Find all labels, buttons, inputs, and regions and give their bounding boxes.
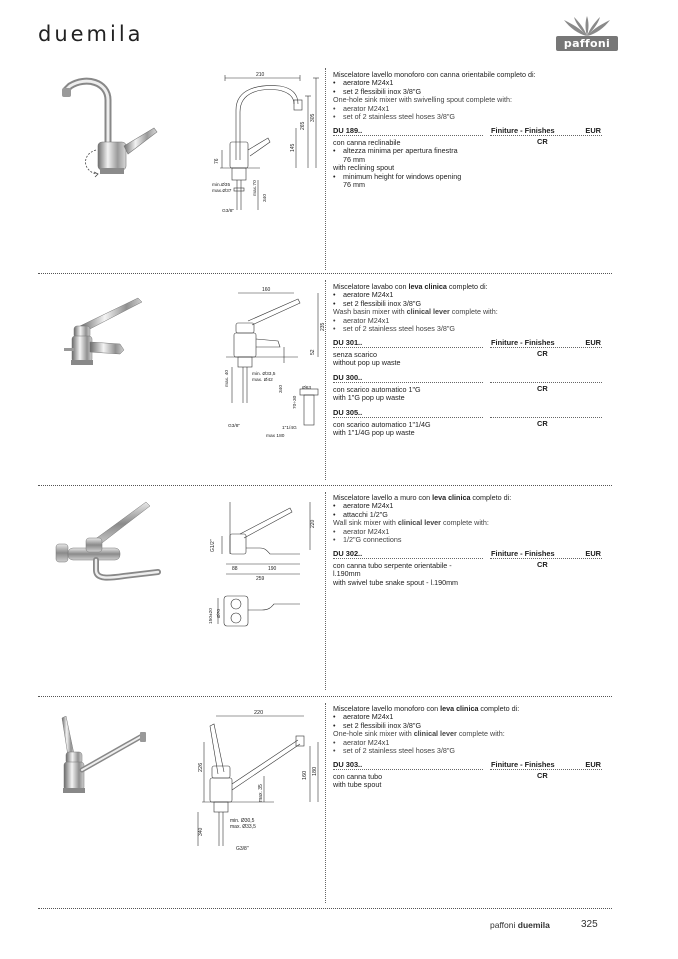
description-line: with reclining spout xyxy=(333,163,395,173)
section-divider xyxy=(38,908,612,909)
dim-height: 220 xyxy=(310,519,316,528)
description-line: • set 2 flessibili inox 3/8"G xyxy=(333,88,605,96)
description-line: • aeratore M24x1 xyxy=(333,79,605,87)
finishes-label: Finiture - Finishes xyxy=(491,126,555,135)
description-line: con scarico automatico 1"G xyxy=(333,385,421,394)
dim-hose-length: 340 xyxy=(279,384,284,393)
dim-height-1: 305 xyxy=(310,113,316,122)
description-line: • set of 2 stainless steel hoses 3/8"G xyxy=(333,113,605,121)
variant-description xyxy=(333,421,483,438)
dim-diameter: Ø70 xyxy=(217,608,222,618)
description-line: senza scarico xyxy=(333,350,377,359)
description-line: One-hole sink mixer with clinical lever complete with: xyxy=(333,729,505,739)
variant-description xyxy=(333,773,483,790)
dim-min: min. Ø30,5 xyxy=(230,818,255,824)
description-line: Wall sink mixer with clinical lever complete with: xyxy=(333,518,489,528)
description-line: • aerator M24x1 xyxy=(333,528,605,536)
product-description xyxy=(333,705,605,755)
dim-width-2: 190 xyxy=(268,566,277,572)
description-line: with tube spout xyxy=(333,780,382,790)
dim-connection: G3/8" xyxy=(236,846,249,852)
finish-value: CR xyxy=(537,771,548,780)
variant-description xyxy=(333,351,483,368)
description-line: • altezza minima per apertura finestra xyxy=(333,147,483,155)
description-line: Miscelatore lavello a muro con leva clinica completo di: xyxy=(333,493,512,502)
dim-max-35: max. 35 xyxy=(258,784,264,802)
dim-width-3: 259 xyxy=(256,576,265,582)
description-line: • aerator M24x1 xyxy=(333,317,605,325)
description-line: One-hole sink mixer with swivelling spout complete with: xyxy=(333,95,512,105)
description-line: • set 2 flessibili inox 3/8"G xyxy=(333,300,605,308)
description-line: • set of 2 stainless steel hoses 3/8"G xyxy=(333,325,605,333)
dim-max: max. Ø42 xyxy=(252,378,273,383)
description-line: without pop up waste xyxy=(333,358,401,368)
dim-height-3: 145 xyxy=(290,143,296,152)
description-line: with 1"1/4G pop up waste xyxy=(333,428,415,438)
dim-max-180: max 180 xyxy=(266,434,285,439)
dim-width: 160 xyxy=(262,287,271,293)
finish-value: CR xyxy=(537,384,548,393)
finish-value: CR xyxy=(537,349,548,358)
description-line: with swivel tube snake spout - l.190mm xyxy=(333,577,459,587)
section-divider xyxy=(38,696,612,697)
dim-max: max. Ø33,5 xyxy=(230,824,256,830)
faucet-photo-swivel-spout xyxy=(56,70,166,185)
finish-value: CR xyxy=(537,137,548,146)
eur-label: EUR xyxy=(585,760,601,769)
footer-brand xyxy=(490,920,550,930)
finish-value: CR xyxy=(537,560,548,569)
dim-height-2: 265 xyxy=(300,121,306,130)
dim-width: 210 xyxy=(256,72,265,78)
product-code: DU 301.. xyxy=(333,338,363,347)
faucet-photo-clinical-lever xyxy=(60,296,150,376)
section-divider xyxy=(38,273,612,274)
dim-centers: 150±20 xyxy=(209,608,214,624)
description-line: • set 2 flessibili inox 3/8"G xyxy=(333,722,605,730)
technical-drawing xyxy=(194,706,324,856)
finish-value: CR xyxy=(537,419,548,428)
dim-waste-diameter: Ø63 xyxy=(302,386,312,391)
description-line: 76 mm xyxy=(343,180,365,190)
product-description xyxy=(333,71,605,121)
eur-label: EUR xyxy=(585,549,601,558)
eur-label: EUR xyxy=(585,126,601,135)
column-divider xyxy=(325,492,326,690)
variant-description xyxy=(333,139,483,189)
description-line: • aeratore M24x1 xyxy=(333,713,605,721)
column-divider xyxy=(325,68,326,270)
technical-drawing xyxy=(218,283,328,443)
description-line: con scarico automatico 1"1/4G xyxy=(333,420,431,429)
dim-width: 220 xyxy=(254,710,264,716)
product-description xyxy=(333,494,605,544)
product-description xyxy=(333,283,605,333)
description-line: con canna reclinabile xyxy=(333,138,401,147)
footer-series-name: duemila xyxy=(517,920,550,930)
description-line: • aeratore M24x1 xyxy=(333,291,605,299)
faucet-photo-tube-spout xyxy=(58,716,154,802)
dim-max-70: max.70 xyxy=(253,180,258,196)
dim-waste-connection: 1"1/4G xyxy=(282,426,297,431)
page-number: 325 xyxy=(581,919,598,930)
description-line: Miscelatore lavabo con leva clinica completo di: xyxy=(333,282,488,291)
technical-drawing xyxy=(200,494,325,654)
product-code: DU 300.. xyxy=(333,373,363,382)
column-divider xyxy=(325,703,326,903)
description-line: • aeratore M24x1 xyxy=(333,502,605,510)
dim-height-3: 160 xyxy=(302,770,308,780)
description-line: Wash basin mixer with clinical lever complete with: xyxy=(333,307,498,317)
description-line: • minimum height for windows opening xyxy=(333,173,483,181)
dim-connection: G3/8" xyxy=(222,209,235,214)
product-code: DU 305.. xyxy=(333,408,363,417)
faucet-photo-wall-mixer xyxy=(54,500,166,588)
dim-height-1: 235 xyxy=(320,322,326,331)
description-line: Miscelatore lavello monoforo con leva clinica completo di: xyxy=(333,704,520,713)
footer-brand-name: paffoni xyxy=(490,920,516,930)
dim-hose-length: 340 xyxy=(263,193,268,202)
description-line: Miscelatore lavello monoforo con canna orientabile completo di: xyxy=(333,70,536,79)
description-line: l.190mm xyxy=(333,569,361,579)
dim-hose-length: 340 xyxy=(198,827,204,836)
dim-max: max.Ø37 xyxy=(212,189,232,194)
dim-height-4: 76 xyxy=(214,158,220,164)
section-divider xyxy=(38,485,612,486)
dim-height-2: 180 xyxy=(312,766,318,776)
dim-connection: G3/8" xyxy=(228,424,241,429)
product-code: DU 302.. xyxy=(333,549,363,558)
logo-text: paffoni xyxy=(556,36,618,51)
finishes-label: Finiture - Finishes xyxy=(491,338,555,347)
finishes-label: Finiture - Finishes xyxy=(491,760,555,769)
dim-connection: G1/2" xyxy=(210,539,216,552)
dim-max-40: max. 40 xyxy=(225,369,230,387)
variant-description xyxy=(333,386,483,403)
dim-width-1: 88 xyxy=(232,566,238,572)
dim-min: min. Ø33,5 xyxy=(252,372,276,377)
description-line: con canna tubo xyxy=(333,772,383,781)
brand-title: duemila xyxy=(38,22,144,46)
description-line: • set of 2 stainless steel hoses 3/8"G xyxy=(333,747,605,755)
technical-drawing xyxy=(200,70,320,230)
dim-min: min.Ø35 xyxy=(212,183,231,188)
finishes-label: Finiture - Finishes xyxy=(491,549,555,558)
dim-height-1: 226 xyxy=(198,762,204,772)
dim-waste-range: 70÷30 xyxy=(293,395,298,409)
description-line: • aerator M24x1 xyxy=(333,105,605,113)
product-code: DU 303.. xyxy=(333,760,363,769)
description-line: • 1/2"G connections xyxy=(333,536,605,544)
description-line: • attacchi 1/2"G xyxy=(333,511,605,519)
dim-height-2: 52 xyxy=(310,349,316,355)
description-line: 76 mm xyxy=(343,154,365,164)
description-line: • aerator M24x1 xyxy=(333,739,605,747)
eur-label: EUR xyxy=(585,338,601,347)
variant-description xyxy=(333,562,483,587)
description-line: con canna tubo serpente orientabile - xyxy=(333,561,452,570)
product-code: DU 189.. xyxy=(333,126,363,135)
description-line: with 1"G pop up waste xyxy=(333,393,405,403)
